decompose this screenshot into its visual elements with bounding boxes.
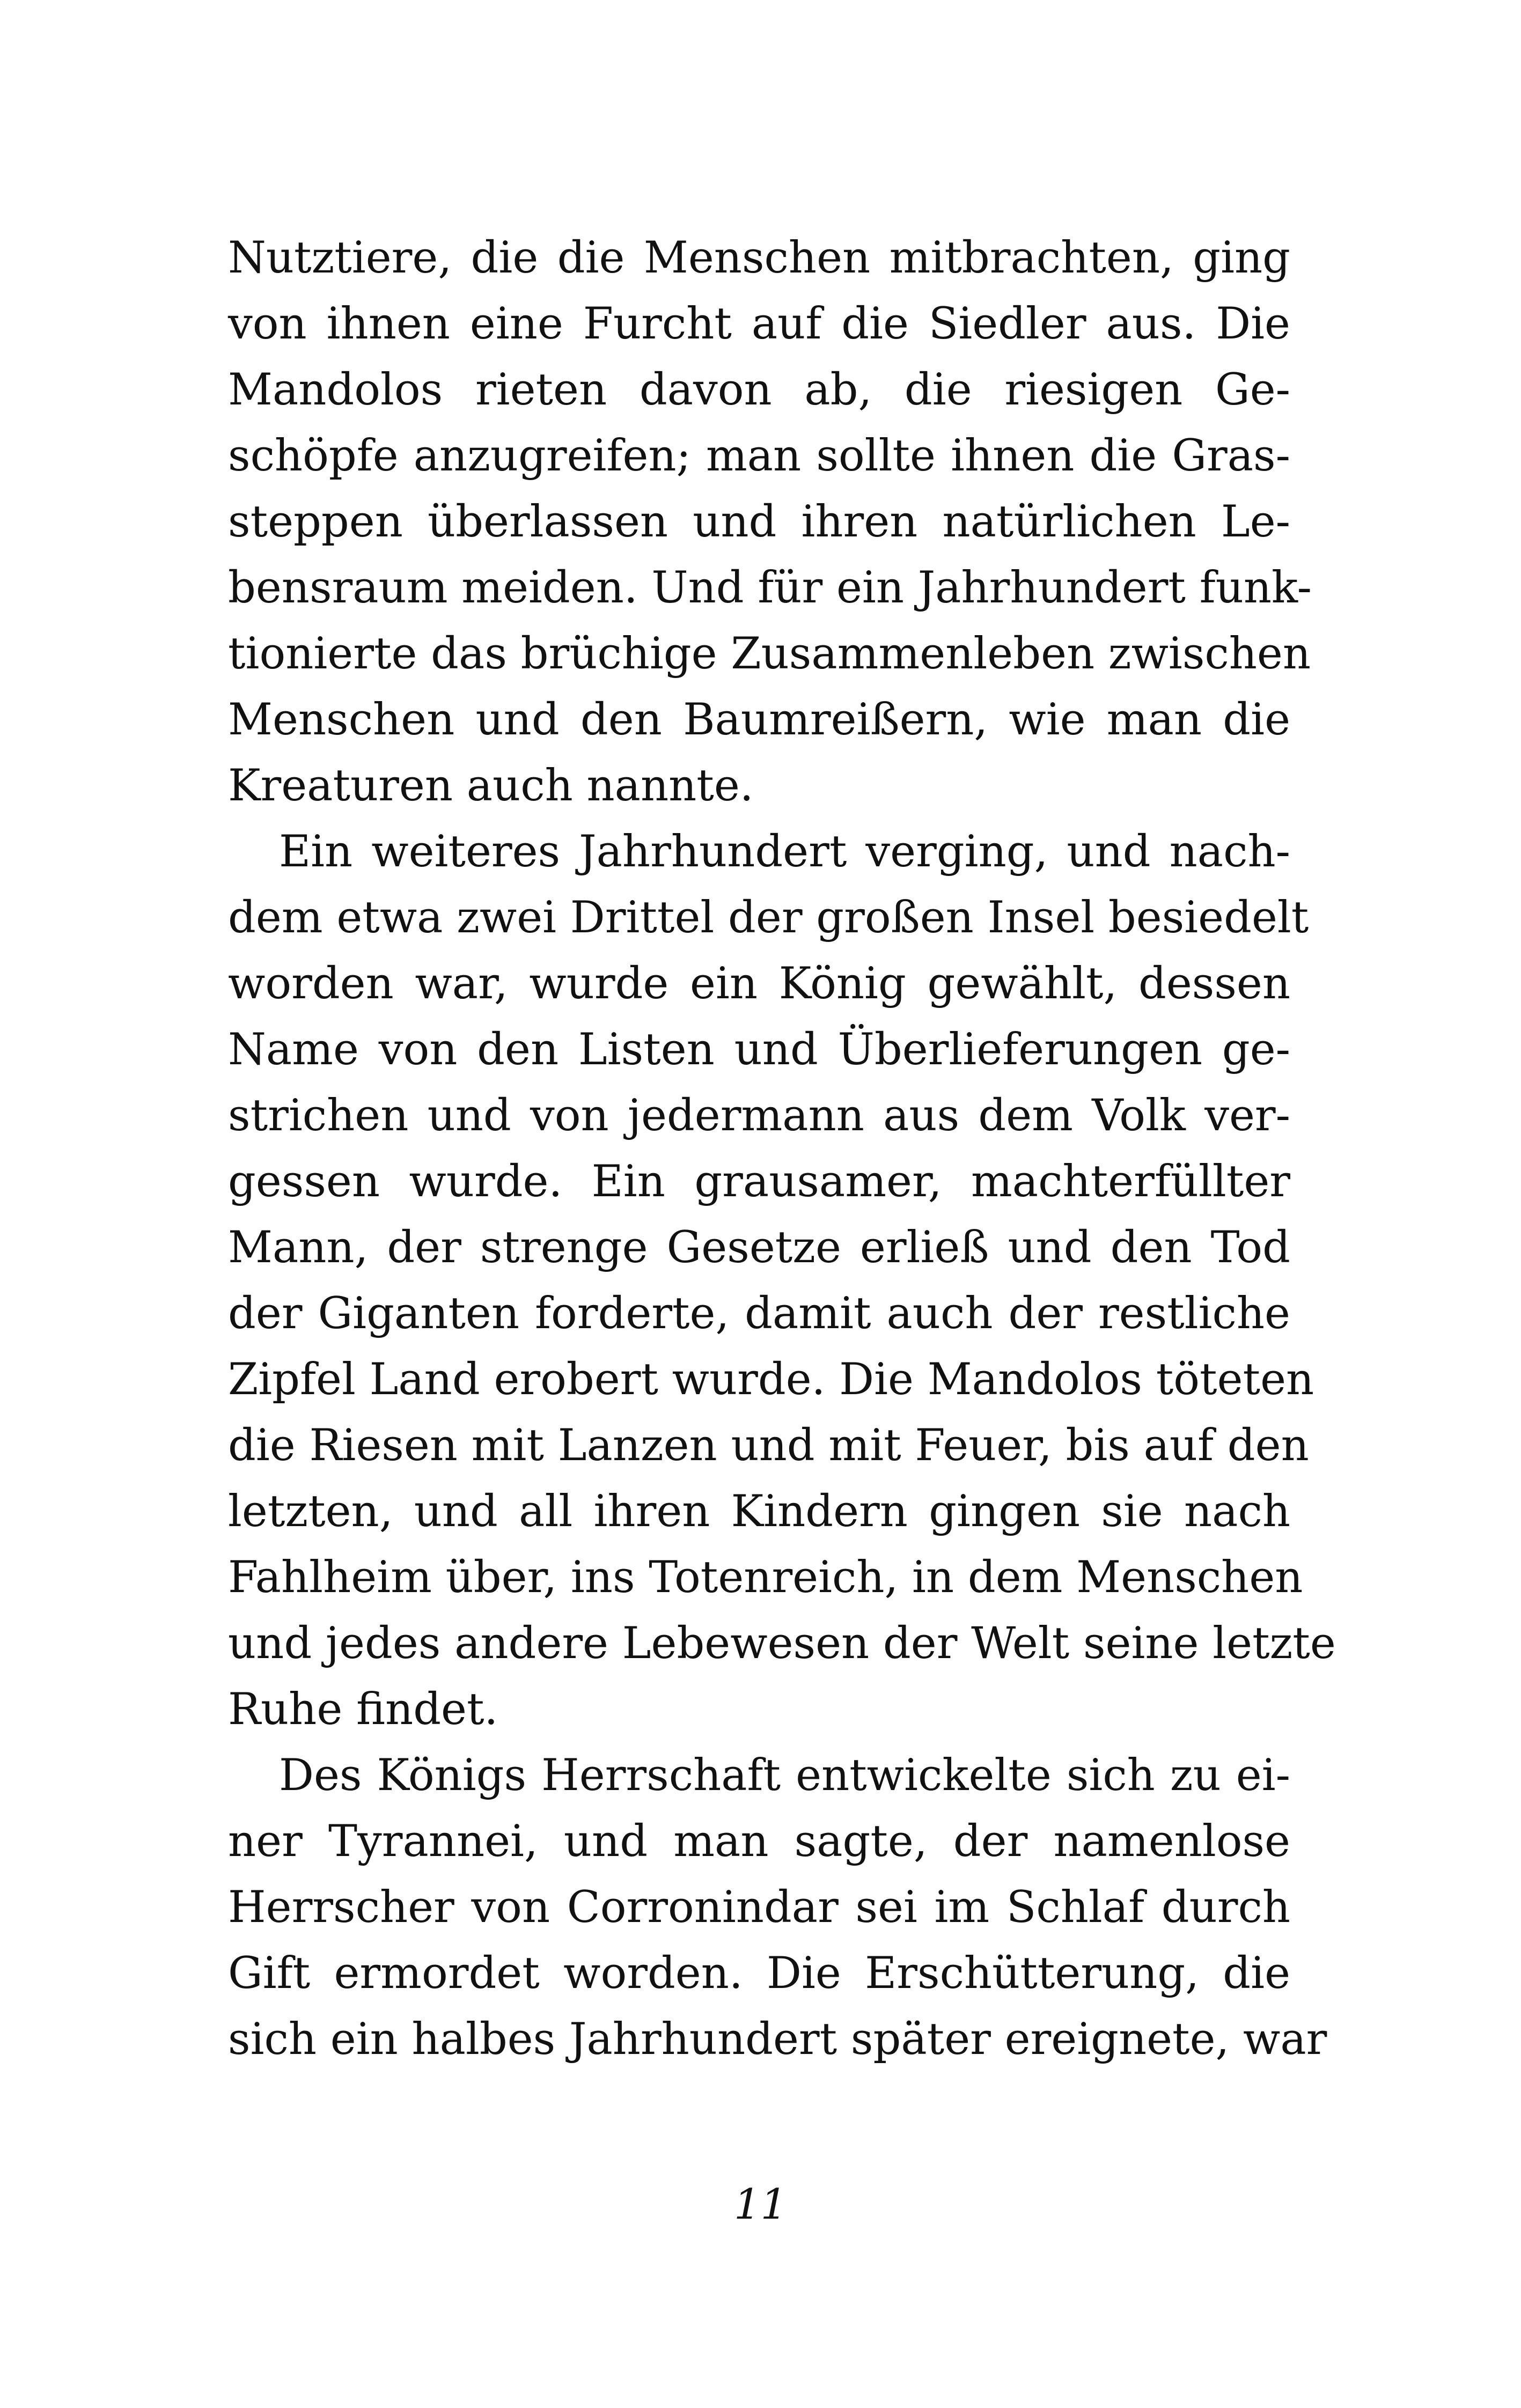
- body-text: [228, 225, 1336, 2073]
- text-line: ner Tyrannei, und man sagte, der namenlose: [228, 1816, 1290, 1867]
- text-line: dem etwa zwei Drittel der großen Insel besiedelt: [228, 893, 1309, 943]
- text-line: Name von den Listen und Überlieferungen ge-: [228, 1025, 1290, 1075]
- text-line: Kreaturen auch nannte.: [228, 761, 754, 811]
- text-line: steppen überlassen und ihren natürlichen Le-: [228, 497, 1290, 547]
- text-line: sich ein halbes Jahrhundert später ereignete, war: [228, 2014, 1327, 2065]
- text-line: tionierte das brüchige Zusammenleben zwischen: [228, 629, 1311, 679]
- text-line: Zipfel Land erobert wurde. Die Mandolos töteten: [228, 1354, 1314, 1405]
- text-line: die Riesen mit Lanzen und mit Feuer, bis auf den: [228, 1420, 1309, 1471]
- text-line: gessen wurde. Ein grausamer, machterfüllter: [228, 1157, 1290, 1207]
- text-line: worden war, wurde ein König gewählt, dessen: [228, 959, 1290, 1009]
- text-line: strichen und von jedermann aus dem Volk ver-: [228, 1091, 1290, 1141]
- text-line: Herrscher von Corronindar sei im Schlaf durch: [228, 1882, 1290, 1933]
- text-line: der Giganten forderte, damit auch der restliche: [228, 1288, 1290, 1339]
- text-line: Ein weiteres Jahrhundert verging, und nach-: [279, 827, 1290, 877]
- text-line: letzten, und all ihren Kindern gingen sie nach: [228, 1486, 1290, 1537]
- page-number: 11: [733, 2181, 788, 2229]
- text-line: bensraum meiden. Und für ein Jahrhundert funk-: [228, 563, 1312, 613]
- text-line: schöpfe anzugreifen; man sollte ihnen die Gras-: [228, 431, 1290, 481]
- text-line: Nutztiere, die die Menschen mitbrachten, ging: [228, 233, 1290, 283]
- text-line: Des Königs Herrschaft entwickelte sich zu ei-: [279, 1750, 1290, 1801]
- text-line: Mann, der strenge Gesetze erließ und den Tod: [228, 1223, 1290, 1273]
- text-line: Fahlheim über, ins Totenreich, in dem Menschen: [228, 1552, 1303, 1603]
- text-line: und jedes andere Lebewesen der Welt seine letzte: [228, 1618, 1336, 1669]
- text-line: von ihnen eine Furcht auf die Siedler aus. Die: [228, 299, 1290, 349]
- text-line: Gift ermordet worden. Die Erschütterung, die: [228, 1948, 1290, 1999]
- text-line: Menschen und den Baumreißern, wie man die: [228, 695, 1290, 745]
- text-line: Ruhe findet.: [228, 1684, 498, 1735]
- text-line: Mandolos rieten davon ab, die riesigen Ge-: [228, 365, 1290, 415]
